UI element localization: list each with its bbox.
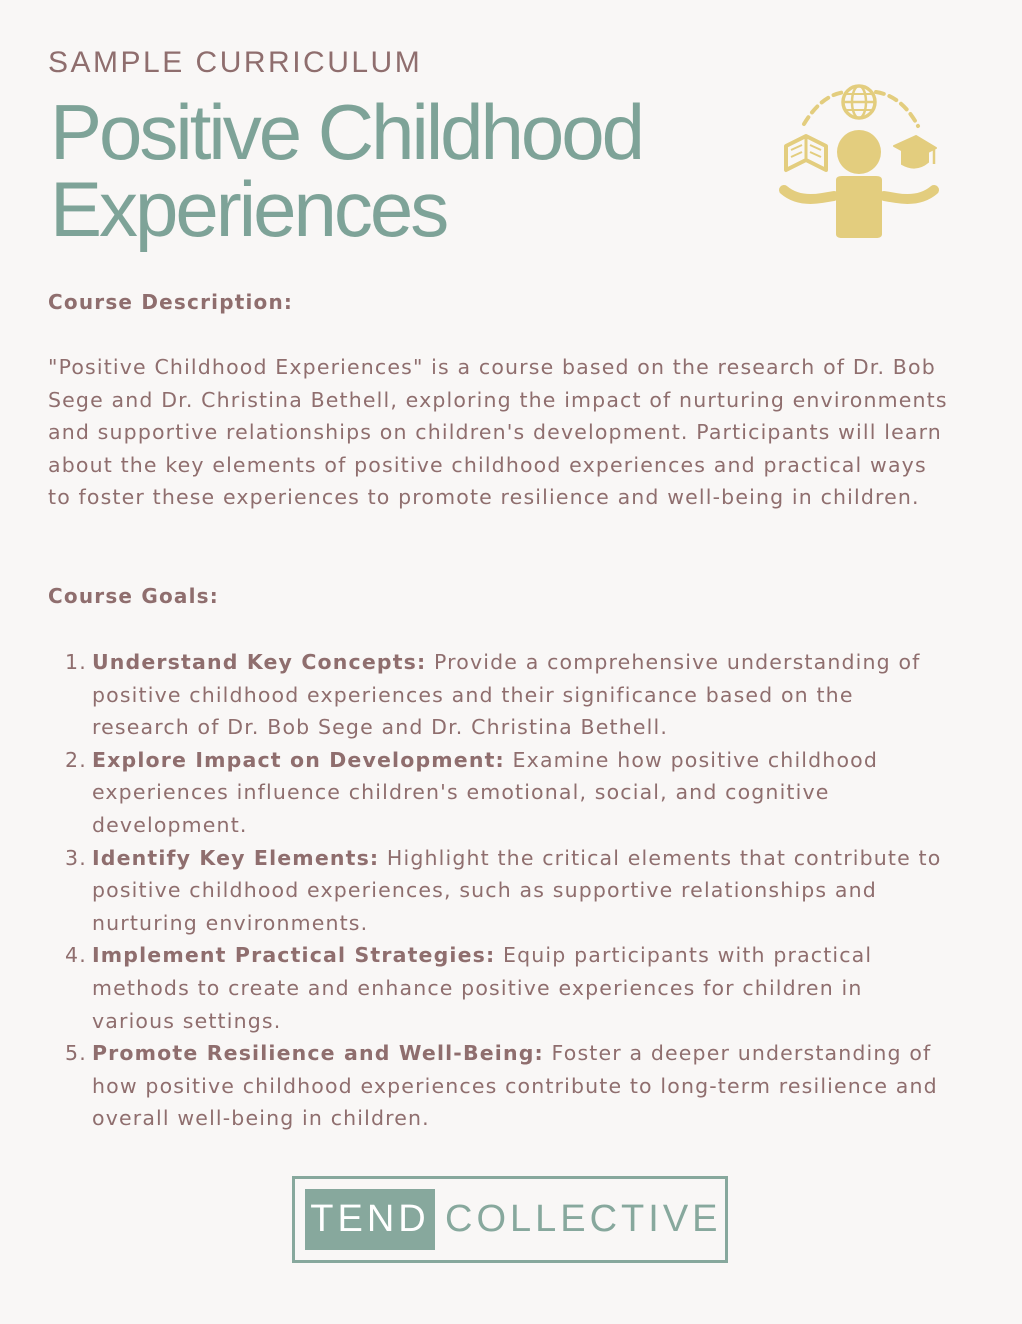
goal-number: 5.	[65, 1041, 87, 1066]
goal-text: Examine how positive childhood experiences influence children's emotional, social, and cognitive development.	[92, 747, 878, 837]
goal-text: Equip participants with practical methods to create and enhance positive experiences for children in various settings.	[92, 943, 873, 1033]
goal-item	[48, 1037, 948, 1135]
goal-text: Highlight the critical elements that contribute to positive childhood experiences, such as supportive relationships and nurturing environments.	[92, 845, 942, 935]
eyebrow-label: SAMPLE CURRICULUM	[48, 46, 423, 79]
goal-number: 3.	[65, 845, 87, 870]
goal-title: Identify Key Elements:	[92, 845, 380, 870]
title-line-2: Experiences	[50, 165, 447, 253]
goal-title: Implement Practical Strategies:	[92, 943, 496, 968]
tend-collective-logo	[292, 1176, 728, 1263]
page-title	[50, 88, 750, 253]
person-juggling-books-globe-cap-icon	[776, 80, 942, 242]
logo-collective-text: COLLECTIVE	[445, 1198, 722, 1240]
title-line-1: Positive Childhood	[50, 88, 643, 176]
logo-tend-block: TEND	[305, 1189, 435, 1250]
course-description-heading: Course Description:	[48, 290, 294, 314]
course-description-text: "Positive Childhood Experiences" is a course based on the research of Dr. Bob Sege and Dr. Christina Bethell, exploring the impact of nurturing environments and supportive relationships on children's development. Participants will learn about the key elements of positive childhood experiences and practical ways to foster these experiences to promote resilience and well-being in children.	[48, 355, 948, 510]
course-goals-heading: Course Goals:	[48, 584, 219, 608]
goal-title: Understand Key Concepts:	[92, 650, 427, 674]
goal-item	[48, 939, 948, 1037]
goal-text: Foster a deeper understanding of how positive childhood experiences contribute to long-term resilience and overall well-being in children.	[92, 1041, 938, 1131]
goal-title: Explore Impact on Development:	[92, 747, 505, 772]
goal-item	[48, 744, 948, 842]
course-goals-list	[48, 646, 948, 1135]
goal-item	[48, 842, 948, 940]
goal-number: 2.	[65, 747, 87, 772]
goal-number: 4.	[65, 943, 87, 968]
goal-item	[48, 646, 948, 744]
goal-title: Promote Resilience and Well-Being:	[92, 1041, 544, 1066]
goal-text: Provide a comprehensive understanding of positive childhood experiences and their significance based on the research of Dr. Bob Sege and Dr. Christina Bethell.	[92, 650, 921, 740]
goal-number: 1.	[65, 650, 87, 674]
